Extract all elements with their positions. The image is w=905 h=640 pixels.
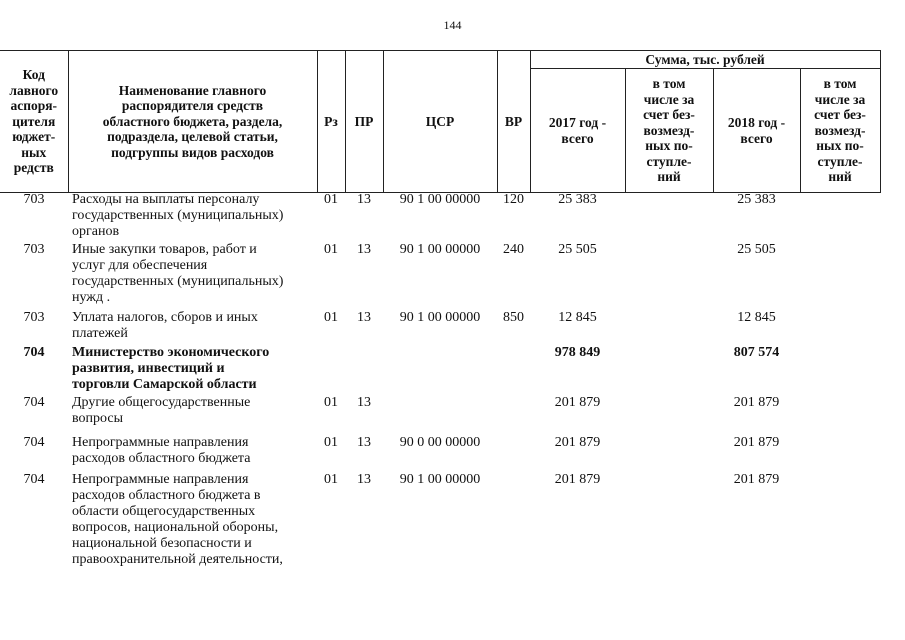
header-line: подгруппы видов расходов xyxy=(111,144,274,160)
cell-sum-2017: 978 849 xyxy=(554,345,601,360)
cell-name-line: государственных (муниципальных) xyxy=(72,274,284,289)
header-summa: Сумма, тыс. рублей xyxy=(530,51,880,69)
table-body xyxy=(0,192,880,582)
cell-vr: 240 xyxy=(503,242,524,257)
cell-name-line: области общегосударственных xyxy=(72,504,256,519)
cell-name-line: Уплата налогов, сборов и иных xyxy=(72,310,258,325)
header-line: подраздела, целевой статьи, xyxy=(107,129,278,145)
cell-name-line: нужд . xyxy=(72,290,111,305)
table-row xyxy=(0,472,880,582)
header-line: всего xyxy=(561,130,594,146)
header-line: ступле- xyxy=(817,153,863,169)
table-header xyxy=(0,50,881,193)
header-line: возмезд- xyxy=(814,122,866,138)
header-line: редств xyxy=(13,160,54,176)
cell-kod: 703 xyxy=(23,192,45,207)
header-name xyxy=(68,51,317,193)
cell-rz: 01 xyxy=(324,310,338,325)
cell-sum-2018: 12 845 xyxy=(737,310,776,325)
header-line: счет без- xyxy=(814,107,866,123)
cell-name xyxy=(72,242,317,306)
cell-sum-2017: 25 383 xyxy=(558,192,597,207)
cell-name-line: Министерство экономического xyxy=(72,345,270,360)
header-2017-incl xyxy=(625,69,713,193)
cell-name-line: Расходы на выплаты персоналу xyxy=(72,192,260,207)
header-line: возмезд- xyxy=(643,122,695,138)
header-vr: ВР xyxy=(497,51,530,193)
table-row xyxy=(0,345,880,395)
cell-csr: 90 0 00 00000 xyxy=(399,435,481,450)
header-line: ний xyxy=(657,169,681,185)
header-line: 2018 год - xyxy=(727,115,786,130)
header-2018-incl xyxy=(800,69,880,193)
cell-name-line: Другие общегосударственные xyxy=(72,395,251,410)
cell-sum-2018: 201 879 xyxy=(733,395,780,410)
cell-sum-2017: 201 879 xyxy=(554,435,601,450)
cell-kod: 704 xyxy=(23,345,45,360)
cell-vr: 120 xyxy=(503,192,524,207)
header-line: 2017 год - xyxy=(548,115,607,130)
cell-sum-2018: 201 879 xyxy=(733,472,780,487)
cell-sum-2017: 201 879 xyxy=(554,395,601,410)
cell-pr: 13 xyxy=(357,472,371,487)
header-line: аспоря- xyxy=(10,98,58,114)
cell-kod: 704 xyxy=(23,435,45,450)
cell-name-line: Непрограммные направления xyxy=(72,472,249,487)
cell-csr: 90 1 00 00000 xyxy=(399,242,481,257)
cell-sum-2017: 201 879 xyxy=(554,472,601,487)
cell-kod: 703 xyxy=(23,242,45,257)
cell-sum-2018: 201 879 xyxy=(733,435,780,450)
cell-name-line: развития, инвестиций и xyxy=(72,361,225,376)
header-line: счет без- xyxy=(643,107,695,123)
cell-name xyxy=(72,345,317,393)
header-line: цителя xyxy=(12,113,56,129)
cell-name-line: услуг для обеспечения xyxy=(72,258,208,273)
header-line: областного бюджета, раздела, xyxy=(102,113,283,129)
header-line: ний xyxy=(828,169,852,185)
cell-vr: 850 xyxy=(503,310,524,325)
cell-name xyxy=(72,472,317,568)
cell-name-line: торговли Самарской области xyxy=(72,377,257,392)
cell-sum-2017: 25 505 xyxy=(558,242,597,257)
cell-name-line: правоохранительной деятельности, xyxy=(72,552,283,567)
cell-sum-2017: 12 845 xyxy=(558,310,597,325)
header-line: ных по- xyxy=(645,138,693,154)
header-csr: ЦСР xyxy=(383,51,497,193)
cell-name xyxy=(72,435,317,467)
cell-name xyxy=(72,310,317,342)
cell-name-line: расходов областного бюджета xyxy=(72,451,251,466)
cell-name-line: органов xyxy=(72,224,120,239)
cell-name-line: Иные закупки товаров, работ и xyxy=(72,242,257,257)
header-kod xyxy=(0,51,68,193)
cell-pr: 13 xyxy=(357,310,371,325)
cell-rz: 01 xyxy=(324,192,338,207)
header-line: ных по- xyxy=(816,138,864,154)
header-line: в том xyxy=(823,76,857,92)
cell-name xyxy=(72,395,317,427)
header-pr: ПР xyxy=(345,51,383,193)
cell-csr: 90 1 00 00000 xyxy=(399,192,481,207)
cell-name-line: платежей xyxy=(72,326,128,341)
cell-pr: 13 xyxy=(357,192,371,207)
cell-name-line: вопросов, национальной обороны, xyxy=(72,520,279,535)
page-number: 144 xyxy=(443,18,462,32)
cell-pr: 13 xyxy=(357,395,371,410)
table-row xyxy=(0,310,880,345)
table-row xyxy=(0,242,880,310)
cell-kod: 704 xyxy=(23,472,45,487)
cell-csr: 90 1 00 00000 xyxy=(399,472,481,487)
header-line: юджет- xyxy=(12,129,56,145)
cell-kod: 703 xyxy=(23,310,45,325)
table-row xyxy=(0,192,880,242)
cell-csr: 90 1 00 00000 xyxy=(399,310,481,325)
header-line: Наименование главного xyxy=(118,82,267,98)
cell-sum-2018: 25 505 xyxy=(737,242,776,257)
header-line: всего xyxy=(740,130,773,146)
cell-name-line: государственных (муниципальных) xyxy=(72,208,284,223)
cell-name-line: вопросы xyxy=(72,411,123,426)
cell-kod: 704 xyxy=(23,395,45,410)
header-line: ных xyxy=(21,144,47,160)
header-line: ступле- xyxy=(646,153,692,169)
cell-name-line: расходов областного бюджета в xyxy=(72,488,261,503)
header-2018-total xyxy=(713,69,800,193)
table-row xyxy=(0,435,880,472)
cell-rz: 01 xyxy=(324,242,338,257)
header-line: распорядителя средств xyxy=(121,98,264,114)
cell-name-line: Непрограммные направления xyxy=(72,435,249,450)
header-line: числе за xyxy=(643,91,695,107)
cell-sum-2018: 25 383 xyxy=(737,192,776,207)
header-line: числе за xyxy=(814,91,866,107)
header-line: в том xyxy=(652,76,686,92)
header-2017-total xyxy=(530,69,625,193)
cell-sum-2018: 807 574 xyxy=(733,345,780,360)
header-line: Код xyxy=(22,67,45,83)
cell-rz: 01 xyxy=(324,472,338,487)
table-row xyxy=(0,395,880,435)
cell-rz: 01 xyxy=(324,395,338,410)
cell-rz: 01 xyxy=(324,435,338,450)
cell-pr: 13 xyxy=(357,435,371,450)
cell-name-line: национальной безопасности и xyxy=(72,536,252,551)
cell-pr: 13 xyxy=(357,242,371,257)
header-rz: Рз xyxy=(317,51,345,193)
cell-name xyxy=(72,192,317,240)
header-line: лавного xyxy=(9,82,59,98)
